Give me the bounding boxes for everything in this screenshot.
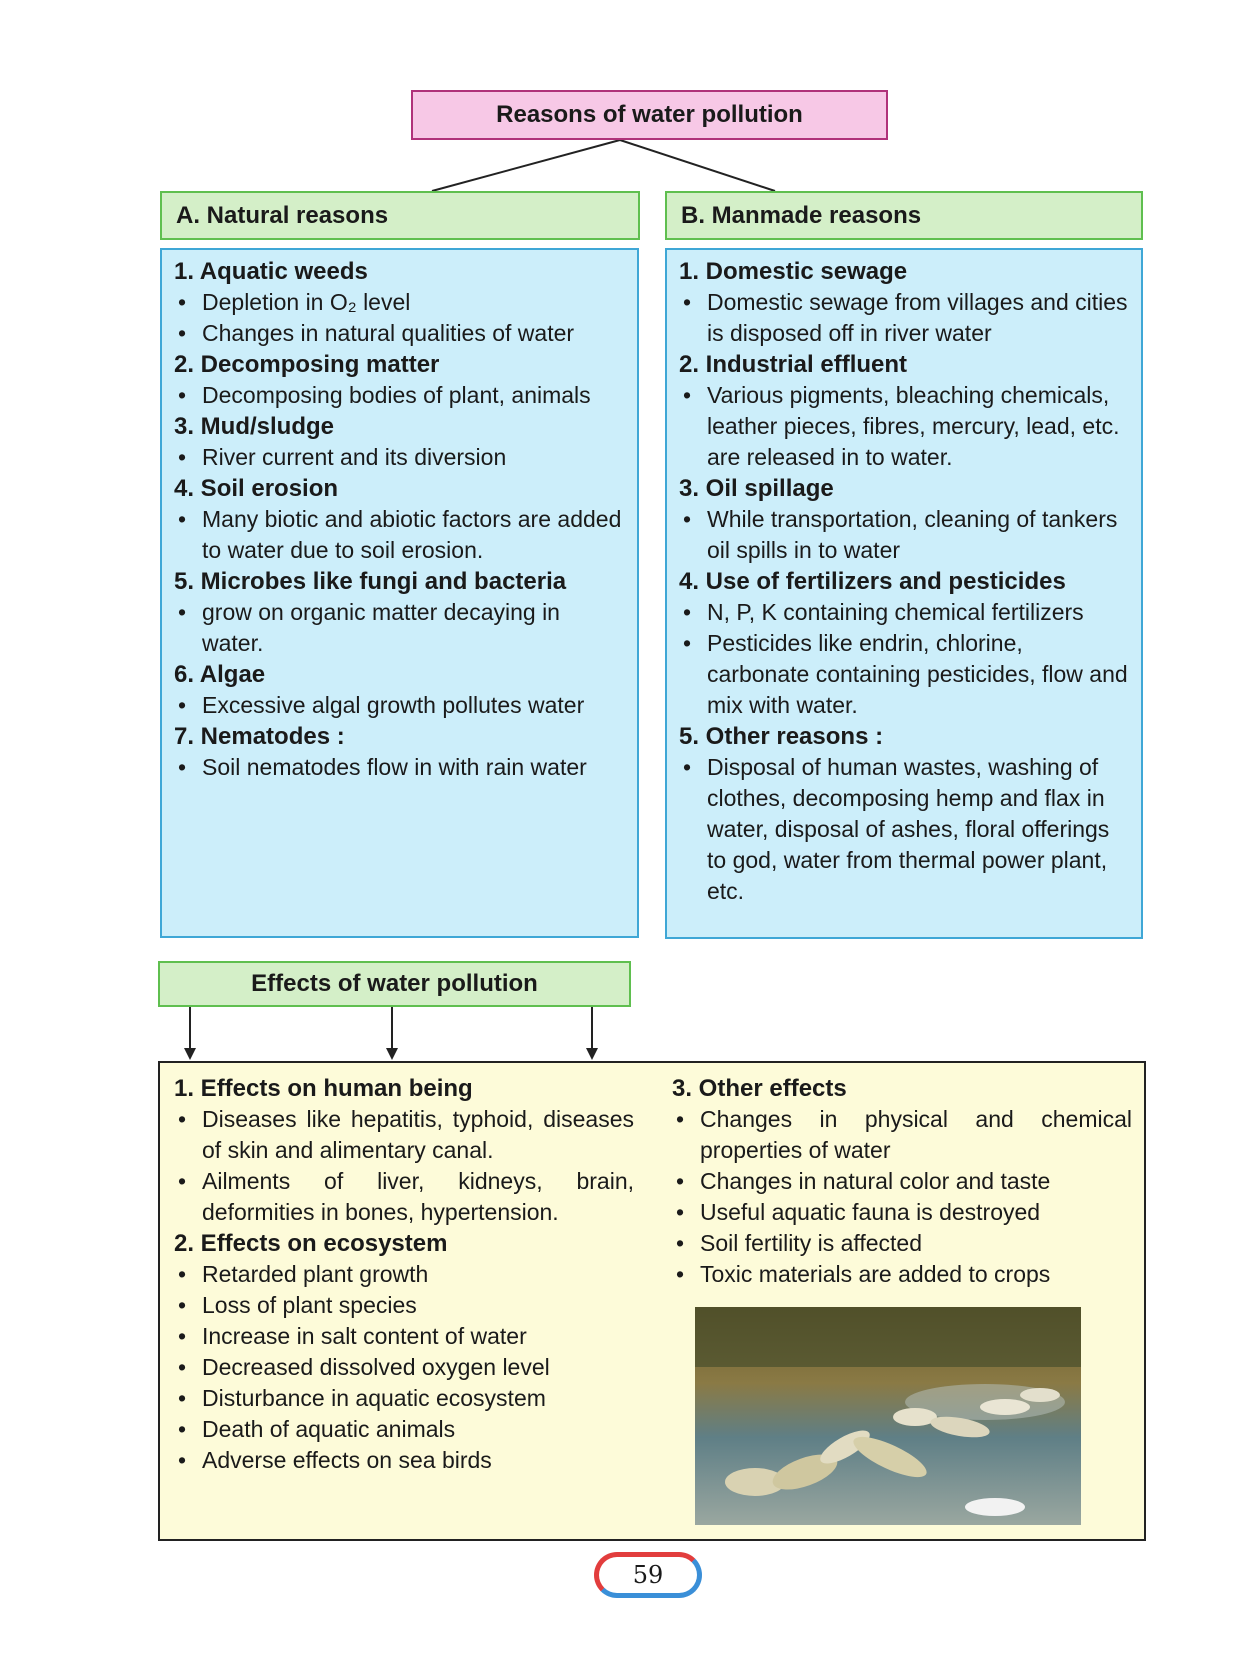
dead-fish-photo [695,1307,1081,1525]
reason-bullet: • Excessive algal growth pollutes water [174,690,627,721]
effect-bullet: • Increase in salt content of water [174,1321,634,1352]
natural-reasons-box [160,248,639,938]
page-title: Reasons of water pollution [411,90,888,140]
effects-heading: Effects of water pollution [158,961,631,1007]
effect-bullet: • Loss of plant species [174,1290,634,1321]
reason-title: 3. Oil spillage [679,475,834,502]
reason-title: 1. Aquatic weeds [174,258,368,285]
manmade-reasons-heading: B. Manmade reasons [665,191,1143,240]
effect-bullet: • Diseases like hepatitis, typhoid, diseases of skin and alimentary canal. [174,1104,634,1166]
effects-other-title: 3. Other effects [672,1075,847,1102]
effect-bullet: • Ailments of liver, kidneys, brain, deformities in bones, hypertension. [174,1166,634,1228]
reason-title: 3. Mud/sludge [174,413,335,440]
reason-title: 4. Soil erosion [174,475,339,502]
effect-bullet: • Retarded plant growth [174,1259,634,1290]
effects-ecosystem-list [174,1259,634,1476]
natural-reasons-heading: A. Natural reasons [160,191,640,240]
effect-bullet: • Useful aquatic fauna is destroyed [672,1197,1132,1228]
reason-bullet: • Soil nematodes flow in with rain water [174,752,627,783]
effect-bullet: • Death of aquatic animals [174,1414,634,1445]
effect-bullet: • Toxic materials are added to crops [672,1259,1132,1290]
reason-bullet: • Decomposing bodies of plant, animals [174,380,627,411]
reason-bullet: • While transportation, cleaning of tankers oil spills in to water [679,504,1131,566]
reason-title: 6. Algae [174,661,266,688]
effect-bullet: • Decreased dissolved oxygen level [174,1352,634,1383]
effects-right-column [672,1073,1132,1290]
reason-title: 5. Other reasons : [679,723,884,750]
reason-title: 5. Microbes like fungi and bacteria [174,568,567,595]
effect-bullet: • Adverse effects on sea birds [174,1445,634,1476]
reason-bullet: • Domestic sewage from villages and cities is disposed off in river water [679,287,1131,349]
reason-bullet: • N, P, K containing chemical fertilizers [679,597,1131,628]
reason-title: 4. Use of fertilizers and pesticides [679,568,1066,595]
reason-title: 1. Domestic sewage [679,258,908,285]
effects-human-title: 1. Effects on human being [174,1075,473,1102]
effects-left-column [174,1073,634,1476]
reason-bullet: • River current and its diversion [174,442,627,473]
reason-bullet: • Various pigments, bleaching chemicals, leather pieces, fibres, mercury, lead, etc. are released in to water. [679,380,1131,473]
reason-bullet: • Pesticides like endrin, chlorine, carbonate containing pesticides, flow and mix with water. [679,628,1131,721]
reason-title: 2. Decomposing matter [174,351,440,378]
manmade-reasons-list [679,256,1131,907]
effect-bullet: • Changes in physical and chemical properties of water [672,1104,1132,1166]
reason-bullet: • Changes in natural qualities of water [174,318,627,349]
natural-reasons-list [174,256,627,783]
reason-bullet: • grow on organic matter decaying in water. [174,597,627,659]
reason-bullet: • Depletion in O₂ level [174,287,627,318]
effects-other-list [672,1104,1132,1290]
effects-ecosystem-title: 2. Effects on ecosystem [174,1230,448,1257]
manmade-reasons-box [665,248,1143,939]
effect-bullet: • Soil fertility is affected [672,1228,1132,1259]
effects-human-list [174,1104,634,1228]
reason-bullet: • Disposal of human wastes, washing of clothes, decomposing hemp and flax in water, disposal of ashes, floral offerings to god, water from thermal power plant, etc. [679,752,1131,907]
page-number: 59 [594,1552,702,1598]
effect-bullet: • Changes in natural color and taste [672,1166,1132,1197]
reason-title: 2. Industrial effluent [679,351,908,378]
reason-bullet: • Many biotic and abiotic factors are added to water due to soil erosion. [174,504,627,566]
effect-bullet: • Disturbance in aquatic ecosystem [174,1383,634,1414]
reason-title: 7. Nematodes : [174,723,345,750]
